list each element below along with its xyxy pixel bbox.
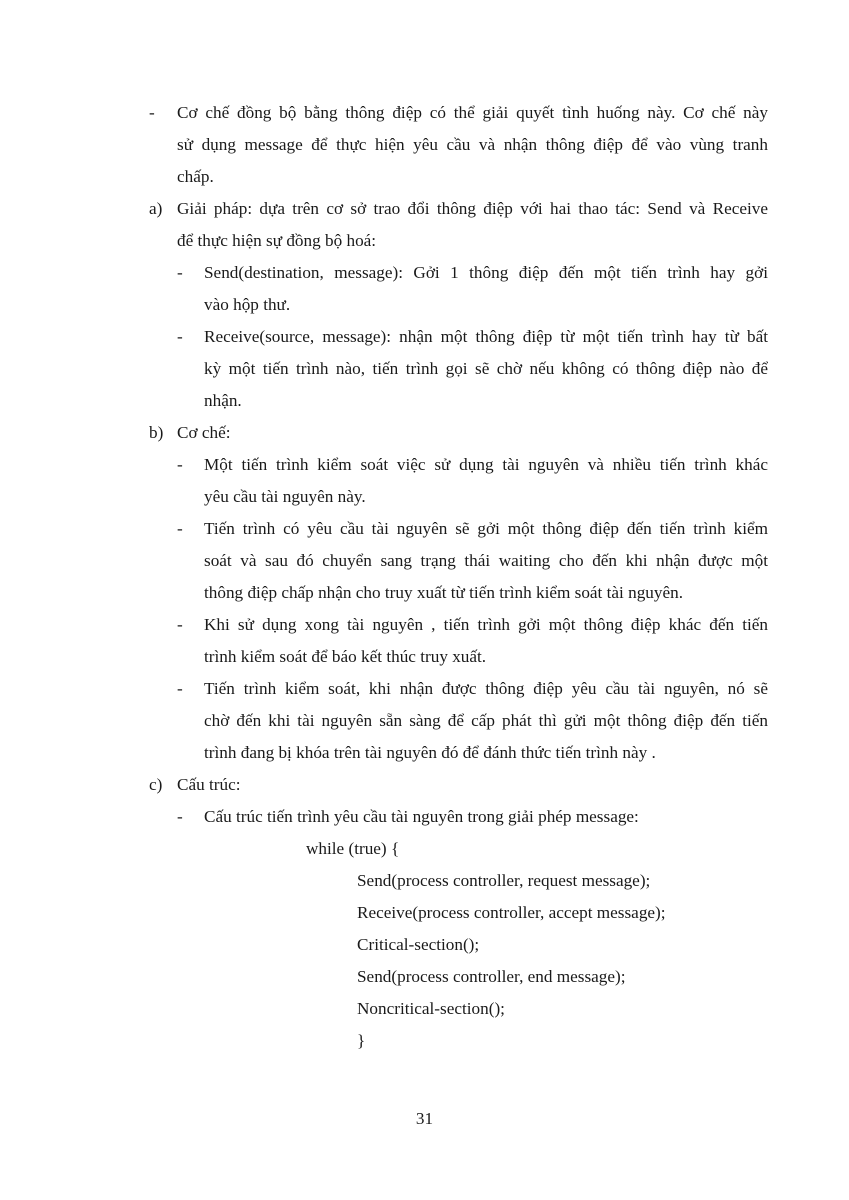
section-b-item-3-dash: - xyxy=(177,615,183,634)
section-b-item-4-line-3: trình đang bị khóa trên tài nguyên đó để đánh thức tiến trình này . xyxy=(204,743,656,762)
intro-line-1: Cơ chế đồng bộ bằng thông điệp có thể giải quyết tình huống này. Cơ chế này xyxy=(177,103,768,122)
section-a-item-2-line-3: nhận. xyxy=(204,391,242,410)
section-b-marker: b) xyxy=(149,423,164,442)
code-line-3: Critical-section(); xyxy=(357,935,480,954)
section-b-item-4-dash: - xyxy=(177,679,183,698)
section-b-item-3-line-2: trình kiểm soát để báo kết thúc truy xuất. xyxy=(204,647,487,666)
code-line-2: Receive(process controller, accept message); xyxy=(357,903,666,922)
section-a-item-2-line-2: kỳ một tiến trình nào, tiến trình gọi sẽ chờ nếu không có thông điệp nào để xyxy=(204,359,768,378)
code-closing-brace: } xyxy=(357,1031,366,1050)
page-number: 31 xyxy=(415,1109,434,1128)
section-c-item-dash: - xyxy=(177,807,183,826)
section-b-item-2-line-3: thông điệp chấp nhận cho truy xuất từ tiến trình kiểm soát tài nguyên. xyxy=(204,583,684,602)
section-b-item-1-line-2: yêu cầu tài nguyên này. xyxy=(204,487,366,506)
section-b-item-2-dash: - xyxy=(177,519,183,538)
section-b-item-2-line-1: Tiến trình có yêu cầu tài nguyên sẽ gởi một thông điệp đến tiến trình kiểm xyxy=(204,519,768,538)
section-b-item-4-line-1: Tiến trình kiểm soát, khi nhận được thông điệp yêu cầu tài nguyên, nó sẽ xyxy=(204,679,768,698)
section-a-item-2-dash: - xyxy=(177,327,183,346)
section-c-item-text: Cấu trúc tiến trình yêu cầu tài nguyên trong giải phép message: xyxy=(204,807,639,826)
section-a-marker: a) xyxy=(149,199,163,218)
section-b-title: Cơ chế: xyxy=(177,423,231,442)
section-b-item-2-line-2: soát và sau đó chuyển sang trạng thái waiting cho đến khi nhận được một xyxy=(204,551,768,570)
section-a-item-2-line-1: Receive(source, message): nhận một thông điệp từ một tiến trình hay từ bất xyxy=(204,327,768,346)
code-line-5: Noncritical-section(); xyxy=(357,999,505,1018)
code-line-4: Send(process controller, end message); xyxy=(357,967,626,986)
intro-line-3: chấp. xyxy=(177,167,214,186)
section-c-marker: c) xyxy=(149,775,163,794)
section-a-line-2: để thực hiện sự đồng bộ hoá: xyxy=(177,231,377,250)
section-a-item-1-line-1: Send(destination, message): Gởi 1 thông điệp đến một tiến trình hay gởi xyxy=(204,263,768,282)
code-line-1: Send(process controller, request message); xyxy=(357,871,651,890)
section-b-item-1-line-1: Một tiến trình kiểm soát việc sử dụng tài nguyên và nhiều tiến trình khác xyxy=(204,455,768,474)
intro-dash: - xyxy=(149,103,155,122)
section-a-line-1: Giải pháp: dựa trên cơ sở trao đổi thông điệp với hai thao tác: Send và Receive xyxy=(177,199,768,218)
section-a-item-1-line-2: vào hộp thư. xyxy=(204,295,291,314)
section-a-item-1-dash: - xyxy=(177,263,183,282)
section-b-item-1-dash: - xyxy=(177,455,183,474)
code-header: while (true) { xyxy=(306,839,400,858)
section-b-item-3-line-1: Khi sử dụng xong tài nguyên , tiến trình gởi một thông điệp khác đến tiến xyxy=(204,615,768,634)
section-b-item-4-line-2: chờ đến khi tài nguyên sẵn sàng để cấp phát thì gửi một thông điệp đến tiến xyxy=(204,711,768,730)
section-c-title: Cấu trúc: xyxy=(177,775,241,794)
intro-line-2: sử dụng message để thực hiện yêu cầu và nhận thông điệp để vào vùng tranh xyxy=(177,135,768,154)
